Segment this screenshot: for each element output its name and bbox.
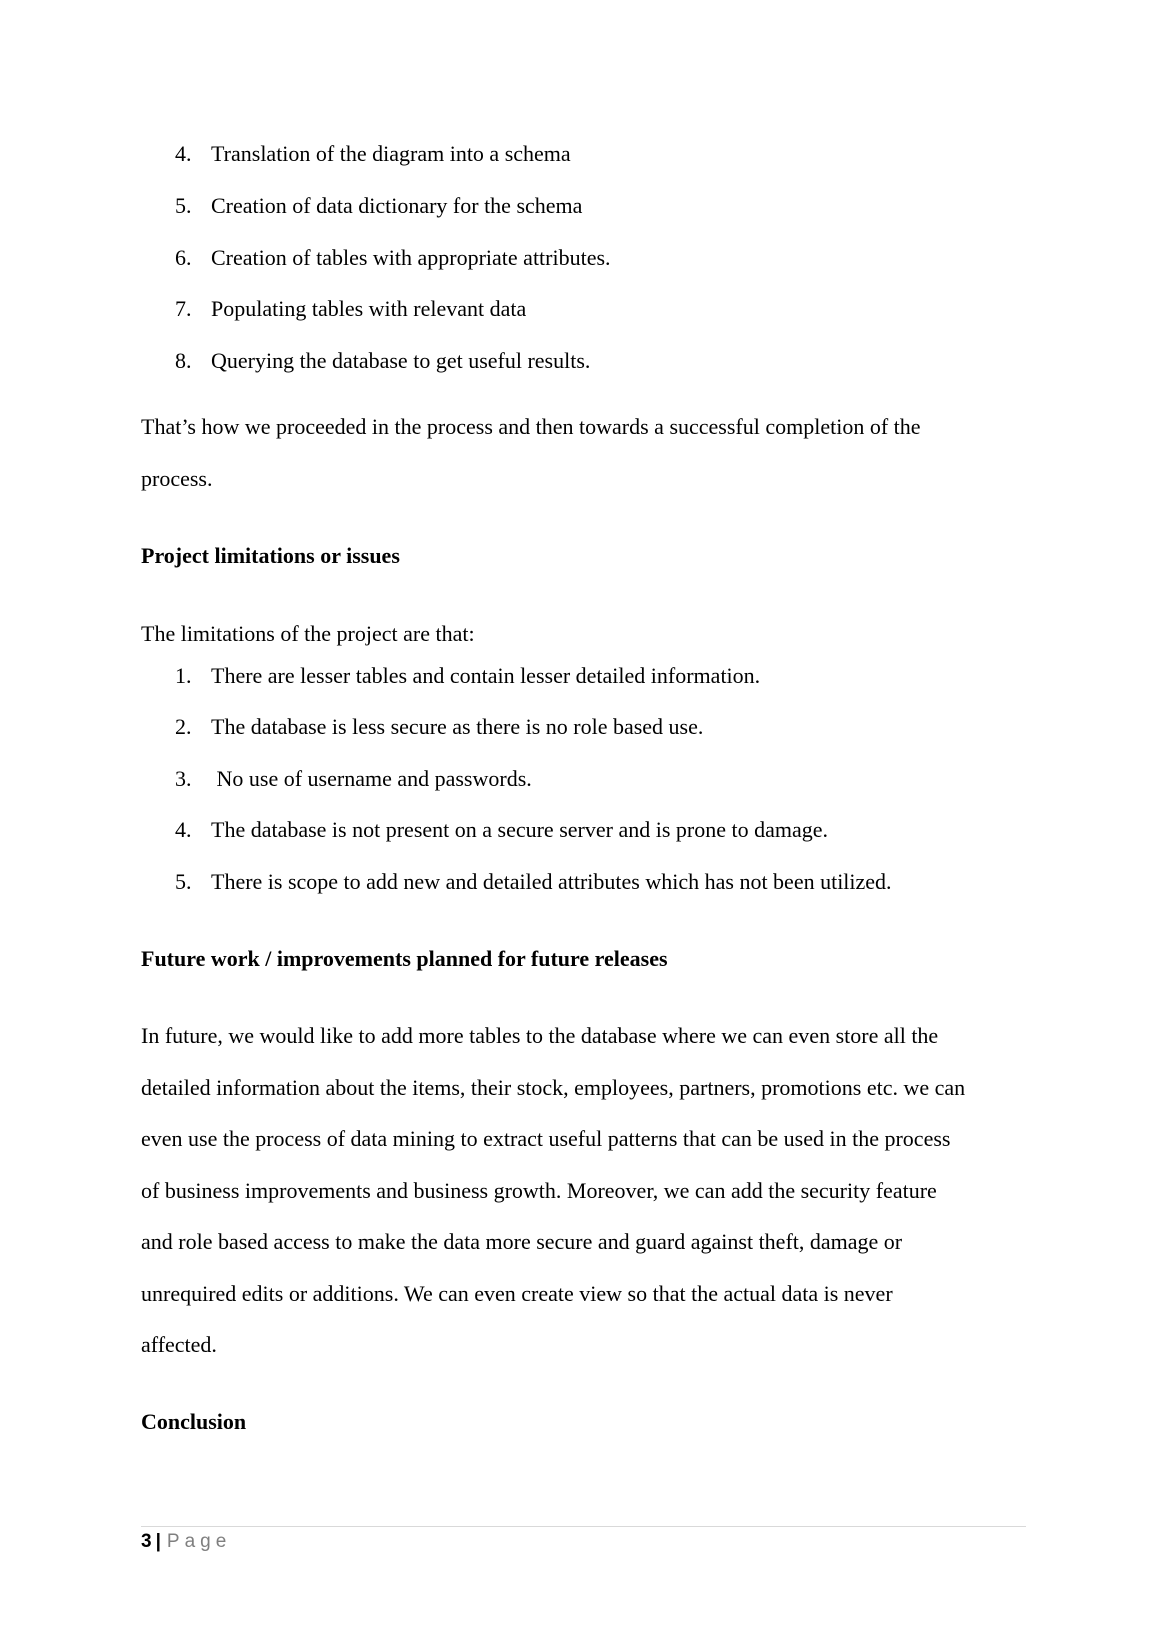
section-heading-limitations: Project limitations or issues — [141, 543, 400, 568]
list-item-number: 6. — [175, 245, 192, 270]
list-item-text: There are lesser tables and contain lesser detailed information. — [211, 663, 761, 688]
paragraph-line: That’s how we proceeded in the process and then towards a successful completion of the — [141, 414, 921, 439]
section-heading-future-work: Future work / improvements planned for future releases — [141, 946, 668, 971]
page-label: Page — [166, 1531, 232, 1552]
list-item — [175, 245, 611, 271]
list-item — [175, 714, 703, 740]
list-item — [175, 193, 582, 219]
list-item-number: 8. — [175, 348, 192, 373]
list-item-number: 3. — [175, 766, 192, 791]
list-item-number: 7. — [175, 296, 192, 321]
footer-divider — [141, 1526, 1026, 1527]
list-item-text: Creation of tables with appropriate attributes. — [211, 245, 611, 270]
list-item-text: Populating tables with relevant data — [211, 296, 527, 321]
list-item-text: The database is less secure as there is no role based use. — [211, 714, 704, 739]
list-item — [175, 817, 828, 843]
page-footer — [141, 1530, 231, 1554]
paragraph-line: even use the process of data mining to extract useful patterns that can be used in the process — [141, 1126, 951, 1151]
paragraph-line: affected. — [141, 1332, 217, 1357]
paragraph-line: of business improvements and business growth. Moreover, we can add the security feature — [141, 1178, 937, 1203]
list-item-number: 2. — [175, 714, 192, 739]
list-item — [175, 663, 760, 689]
section-heading-conclusion: Conclusion — [141, 1409, 247, 1434]
list-item — [175, 766, 532, 792]
list-item-number: 4. — [175, 817, 192, 842]
page-number: 3 — [141, 1531, 152, 1552]
list-item — [175, 296, 526, 322]
list-item-text: Creation of data dictionary for the schema — [211, 193, 583, 218]
list-item-number: 1. — [175, 663, 192, 688]
limitations-intro: The limitations of the project are that: — [141, 621, 475, 646]
list-item-text: Translation of the diagram into a schema — [211, 141, 571, 166]
list-item-text: There is scope to add new and detailed attributes which has not been utilized. — [211, 869, 892, 894]
list-item-text: No use of username and passwords. — [211, 766, 532, 791]
list-item — [175, 348, 590, 374]
list-item-number: 5. — [175, 869, 192, 894]
paragraph-line: and role based access to make the data more secure and guard against theft, damage or — [141, 1229, 903, 1254]
list-item — [175, 869, 892, 895]
list-item-number: 5. — [175, 193, 192, 218]
list-item-text: Querying the database to get useful results. — [211, 348, 591, 373]
list-item-number: 4. — [175, 141, 192, 166]
footer-separator: | — [155, 1531, 161, 1552]
paragraph-line: In future, we would like to add more tables to the database where we can even store all the — [141, 1023, 939, 1048]
paragraph-line: detailed information about the items, their stock, employees, partners, promotions etc. we can — [141, 1075, 966, 1100]
list-item — [175, 141, 571, 167]
paragraph-line: unrequired edits or additions. We can even create view so that the actual data is never — [141, 1281, 893, 1306]
paragraph-line: process. — [141, 466, 213, 491]
list-item-text: The database is not present on a secure server and is prone to damage. — [211, 817, 828, 842]
